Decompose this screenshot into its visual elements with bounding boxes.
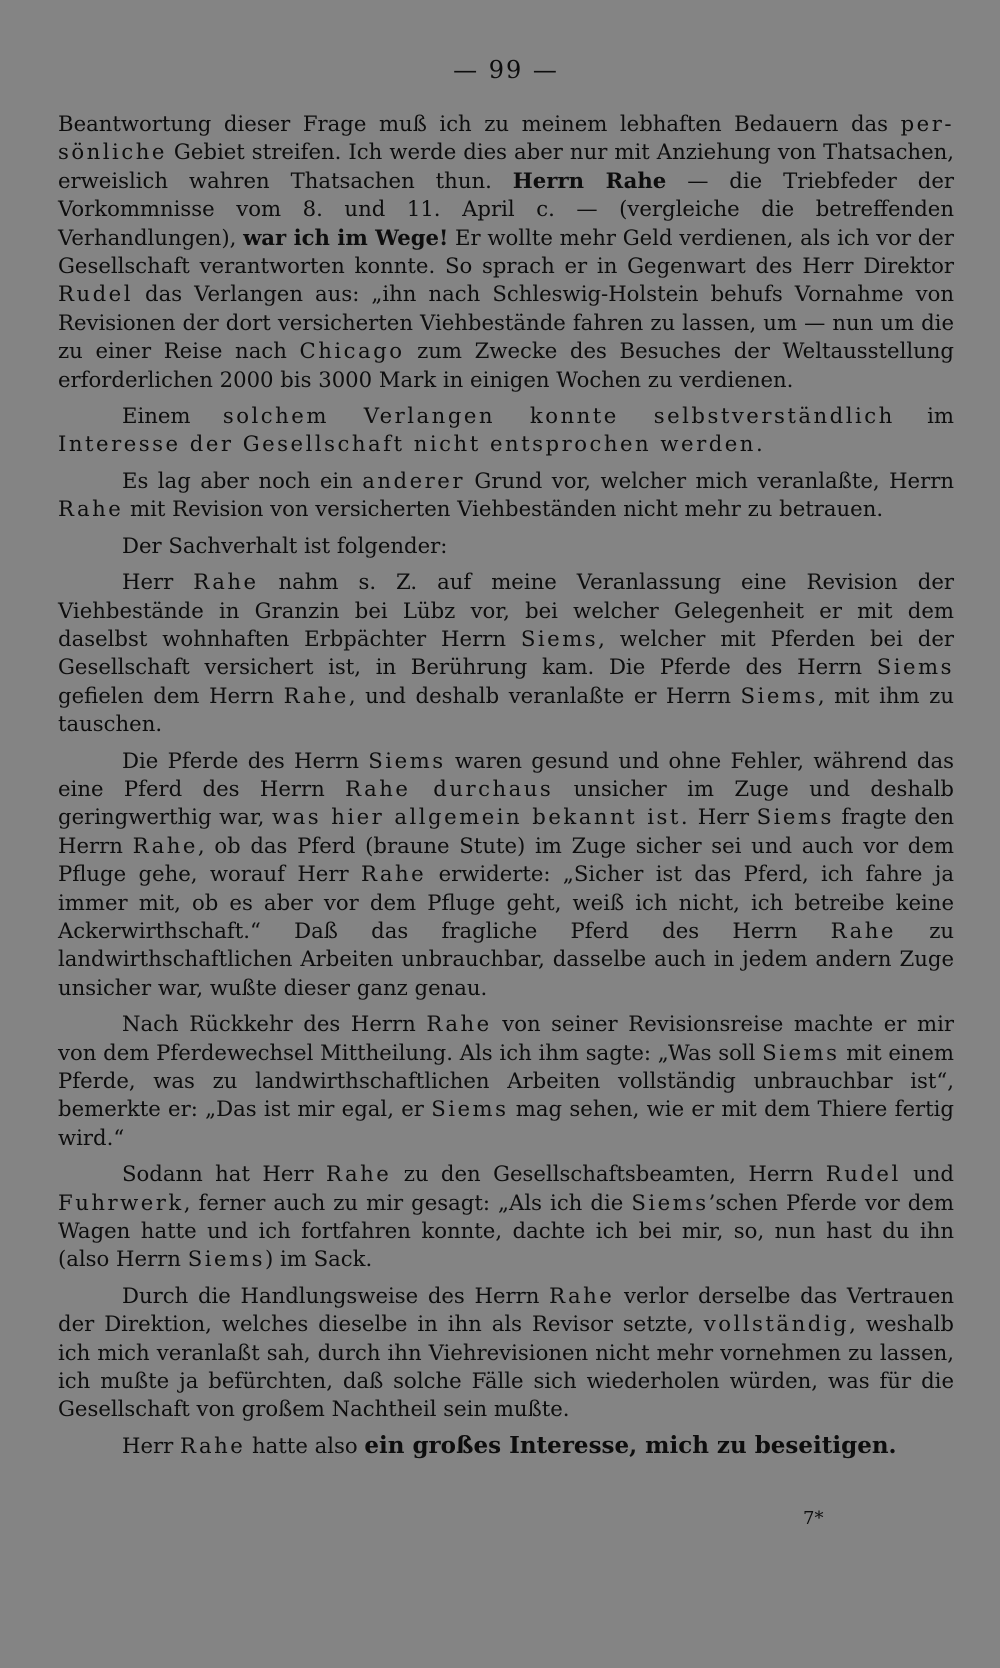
text-run: Rahe bbox=[283, 682, 349, 708]
document-page bbox=[58, 52, 954, 1652]
text-run: Siems bbox=[368, 747, 446, 773]
text-run: , weshalb ich mich veranlaßt sah, durch ihn Viehrevisionen nicht mehr vornehmen zu lassen, ich mußte ja befürchten, daß solche Fälle sich wiederholen würden, was für die Gesellschaft von großem Nachtheil sein mußte. bbox=[58, 1311, 954, 1422]
text-run: Siems bbox=[740, 682, 818, 708]
text-run: Siems bbox=[187, 1246, 265, 1272]
text-run: Herr bbox=[690, 804, 757, 830]
text-run: , ferner auch zu mir gesagt: „Als ich die bbox=[183, 1189, 632, 1215]
text-run: per-sönliche bbox=[58, 111, 954, 165]
signature-mark: 7* bbox=[803, 1508, 824, 1529]
text-run: das Verlangen aus: „ihn nach Schleswig-Holstein behufs Vornahme von Revisionen der dort versicherten Viehbestände fahren zu lassen, um — nun um die zu einer Reise nach bbox=[58, 281, 954, 364]
text-run: Rahe bbox=[549, 1282, 615, 1308]
text-run: Einem bbox=[122, 403, 223, 429]
text-run: Es lag aber noch ein bbox=[122, 467, 363, 493]
page-number: — 99 — bbox=[453, 56, 559, 84]
text-run: , welcher mit Pferden bei der Gesellschaft versichert ist, in Berührung kam. Die Pferde des Herrn bbox=[58, 625, 954, 680]
text-run: Rahe bbox=[426, 1011, 492, 1037]
text-run: mag sehen, wie er mit dem Thiere fertig wird.“ bbox=[58, 1096, 954, 1150]
paragraph-p5 bbox=[58, 568, 954, 738]
text-run: Siems bbox=[431, 1096, 509, 1122]
text-run: im bbox=[894, 403, 954, 429]
text-run: Durch die Handlungsweise des Herrn bbox=[122, 1282, 550, 1308]
text-run: Grund vor, welcher mich veranlaßte, Herrn bbox=[464, 467, 954, 493]
text-run: Rahe bbox=[326, 1161, 392, 1187]
paragraph-p8 bbox=[58, 1160, 954, 1274]
paragraph-p3 bbox=[58, 467, 954, 524]
paragraph-p9 bbox=[58, 1282, 954, 1424]
text-run: Herr bbox=[122, 1432, 181, 1458]
text-run: Fuhrwerk bbox=[58, 1189, 184, 1215]
text-run: Rahe bbox=[830, 917, 896, 943]
paragraph-p2 bbox=[58, 402, 954, 459]
text-run: was hier allgemein bekannt ist. bbox=[271, 804, 691, 830]
text-run: Beantwortung dieser Frage muß ich zu meinem lebhaften Bedauern das bbox=[58, 111, 901, 136]
text-run: Die Pferde des Herrn bbox=[122, 747, 369, 773]
text-run: fragte den Herrn bbox=[58, 804, 954, 858]
text-run: vollständig bbox=[703, 1311, 850, 1337]
text-run: ’schen Pferde vor dem Wagen hatte und ich fortfahren konnte, dachte ich bei mir, so, nun hast du ihn (also Herrn bbox=[58, 1189, 955, 1272]
text-run: ein großes Interesse, mich zu beseitigen. bbox=[364, 1431, 897, 1459]
text-run: Siems bbox=[756, 804, 834, 830]
text-run: Rahe bbox=[180, 1432, 246, 1458]
text-run: Siems bbox=[520, 625, 599, 651]
text-run: mit Revision von versicherten Viehbeständen nicht mehr zu betrauen. bbox=[123, 496, 884, 522]
text-run: Siems bbox=[876, 654, 954, 680]
paragraph-p1 bbox=[58, 110, 954, 394]
text-run: , und deshalb veranlaßte er Herrn bbox=[348, 682, 741, 708]
paragraph-p4 bbox=[58, 532, 954, 560]
text-run: , mit ihm zu tauschen. bbox=[58, 682, 954, 737]
paragraph-p10 bbox=[58, 1432, 954, 1460]
text-run: — die Triebfeder der Vorkommnisse vom 8. und 11. April c. — (vergleiche die betreffenden Verhandlungen), bbox=[58, 167, 955, 250]
text-run: erwiderte: „Sicher ist das Pferd, ich fahre ja immer mit, ob es aber vor dem Pfluge geht, weiß ich nicht, ich betreibe keine Ackerwirthschaft.“ Daß das fragliche Pferd des Herrn bbox=[58, 861, 954, 943]
text-run: hatte also bbox=[245, 1432, 365, 1458]
text-run: Siems bbox=[762, 1039, 840, 1065]
text-run: Rahe bbox=[360, 861, 427, 887]
text-run: Er wollte mehr Geld verdienen, als ich vor der Gesellschaft verantworten konnte. So sprach er in Gegenwart des Herr Direktor bbox=[58, 224, 954, 279]
text-run: waren gesund und ohne Fehler, während das eine Pferd des Herrn bbox=[58, 747, 954, 801]
text-run: Siems bbox=[631, 1189, 709, 1215]
text-run: war ich im Wege! bbox=[243, 224, 449, 250]
text-run: solchem Verlangen konnte selbstverständlich bbox=[222, 403, 895, 429]
text-run: , ob das Pferd (braune Stute) im Zuge sicher sei und auch vor dem Pfluge gehe, worauf Herr bbox=[58, 832, 954, 887]
text-run: Gebiet streifen. Ich werde dies aber nur mit Anziehung von Thatsachen, erweislich wahren Thatsachen thun. bbox=[58, 139, 954, 193]
text-run: Herr bbox=[122, 569, 194, 595]
text-run: Interesse der Gesellschaft nicht entsprochen werden. bbox=[58, 431, 766, 457]
paragraph-p6 bbox=[58, 747, 954, 1003]
text-run: Rahe durchaus bbox=[345, 775, 554, 801]
text-run: zu den Gesellschaftsbeamten, Herrn bbox=[391, 1161, 826, 1187]
body-text bbox=[58, 110, 954, 1460]
text-run: ) im Sack. bbox=[265, 1246, 373, 1272]
text-run: verlor derselbe das Vertrauen der Direktion, welches dieselbe in ihn als Revisor setzte, bbox=[58, 1282, 955, 1337]
text-run: zum Zwecke des Besuches der Weltausstellung erforderlichen 2000 bis 3000 Mark in einigen Wochen zu verdienen. bbox=[58, 338, 954, 392]
text-run: Herrn Rahe bbox=[512, 167, 667, 193]
text-run: unsicher im Zuge und deshalb geringwerthig war, bbox=[58, 775, 954, 830]
text-run: Rahe bbox=[193, 569, 259, 595]
text-run: zu landwirthschaftlichen Arbeiten unbrauchbar, dasselbe auch in jedem andern Zuge unsicher war, wußte dieser ganz genau. bbox=[58, 917, 954, 1000]
text-run: Rudel bbox=[825, 1161, 901, 1187]
paragraph-p7 bbox=[58, 1010, 954, 1152]
text-run: Rudel bbox=[58, 281, 133, 307]
text-run: Chicago bbox=[299, 338, 405, 364]
text-run: Der Sachverhalt ist folgender: bbox=[122, 532, 448, 558]
text-run: nahm s. Z. auf meine Veranlassung eine Revision der Viehbestände in Granzin bei Lübz vor, bei welcher Gelegenheit er mit dem daselbst wohnhaften Erbpächter Herrn bbox=[58, 569, 954, 651]
text-run: Sodann hat Herr bbox=[122, 1161, 327, 1187]
text-run: und bbox=[900, 1161, 954, 1187]
text-run: gefielen dem Herrn bbox=[58, 682, 284, 708]
text-run: Rahe bbox=[132, 832, 198, 858]
text-run: von seiner Revisionsreise machte er mir von dem Pferdewechsel Mittheilung. Als ich ihm sagte: „Was soll bbox=[58, 1011, 954, 1065]
text-run: Rahe bbox=[58, 496, 124, 522]
text-run: anderer bbox=[362, 467, 465, 493]
text-run: Nach Rückkehr des Herrn bbox=[122, 1011, 427, 1037]
text-run: mit einem Pferde, was zu landwirthschaftlichen Arbeiten vollständig unbrauchbar ist“, bemerkte er: „Das ist mir egal, er bbox=[58, 1039, 954, 1122]
